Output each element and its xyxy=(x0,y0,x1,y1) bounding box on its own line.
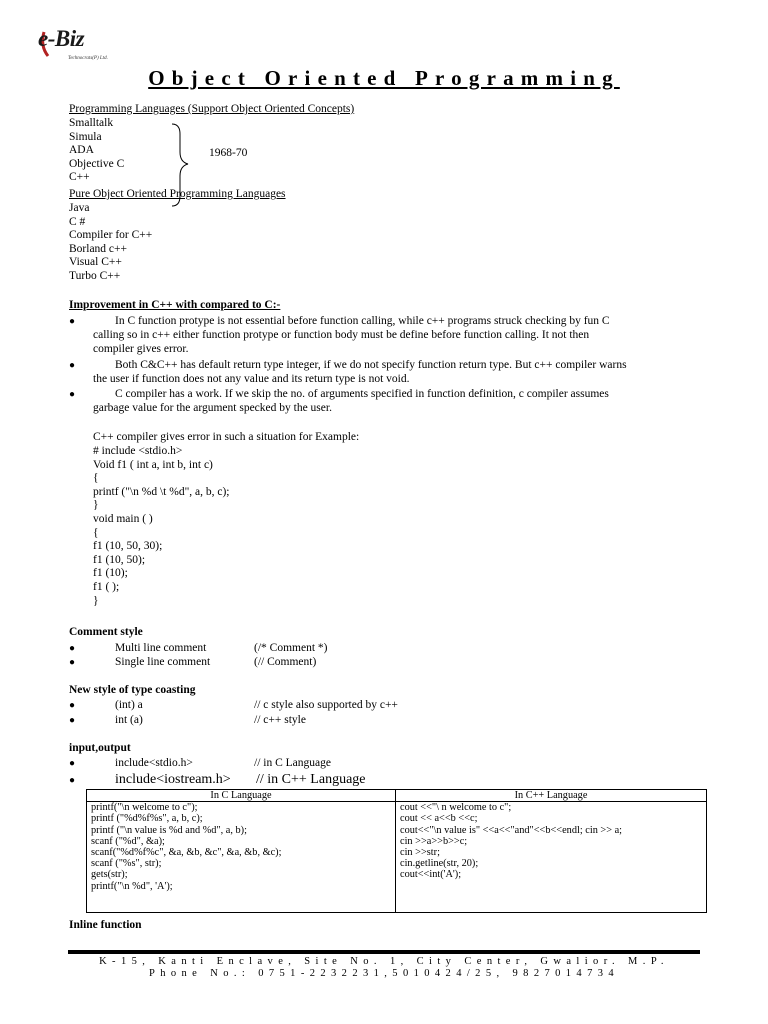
code-line: { xyxy=(93,526,99,539)
list-item: C # xyxy=(69,215,86,228)
list-item: Java xyxy=(69,202,90,214)
logo-subtext: Technocrats(P) Ltd. xyxy=(68,56,108,61)
code-line: # include <stdio.h> xyxy=(93,445,183,457)
code-line: void main ( ) xyxy=(93,512,153,525)
comment-syntax: (// Comment) xyxy=(254,656,317,668)
code-line: cout <<"\ n welcome to c"; xyxy=(400,802,512,814)
list-item: Visual C++ xyxy=(69,256,122,269)
code-line: scanf("%d%f%c", &a, &b, &c", &a, &b, &c); xyxy=(91,847,282,859)
bullet-icon: ● xyxy=(69,360,76,371)
bullet-icon: ● xyxy=(69,775,76,786)
comment-name: Multi line comment xyxy=(115,642,207,654)
code-line: scanf ("%s", str); xyxy=(91,858,162,870)
pure-languages-list xyxy=(69,202,152,284)
code-line: cout<<int('A'); xyxy=(400,869,462,881)
footer-address: K-15, Kanti Enclave, Site No. 1, City Center, Gwalior. M.P. xyxy=(99,956,669,967)
page-title: Object Oriented Programming xyxy=(148,66,620,90)
code-line: printf ("\n %d \t %d", a, b, c); xyxy=(93,485,230,498)
table-header-row xyxy=(87,790,707,802)
improvement-2-line-1: Both C&C++ has default return type integer, if we do not specify function return type. But c++ compiler warns xyxy=(115,359,627,371)
improvement-1-line-2: calling so in c++ either function protype or function body must be define before function calling. It not then xyxy=(93,329,590,341)
pure-languages-heading: Pure Object Oriented Programming Languages xyxy=(69,188,286,200)
table-row xyxy=(87,802,707,913)
comment-style-heading: Comment style xyxy=(69,626,143,638)
improvement-3-line-1: C compiler has a work. If we skip the no. of arguments specified in function definition, c compiler assumes xyxy=(115,388,609,400)
code-line: printf("\n %d", 'A'); xyxy=(91,880,173,892)
code-line: } xyxy=(93,594,99,607)
code-line: f1 ( ); xyxy=(93,580,120,593)
bullet-icon: ● xyxy=(69,643,76,654)
code-line: { xyxy=(93,472,99,485)
list-item: Turbo C++ xyxy=(69,269,121,282)
logo-text: e-Biz xyxy=(38,26,85,51)
improvement-heading: Improvement in C++ with compared to C:- xyxy=(69,299,281,311)
improvement-1-line-1: In C function protype is not essential before function calling, while c++ programs struck checking by fun C xyxy=(115,315,610,327)
bullet-icon: ● xyxy=(69,700,76,711)
code-line: f1 (10, 50); xyxy=(93,553,146,566)
code-line: f1 (10); xyxy=(93,567,128,580)
list-item: C++ xyxy=(69,171,90,184)
example-code-block xyxy=(93,445,230,608)
improvement-1-line-3: compiler gives error. xyxy=(93,343,189,355)
company-logo xyxy=(38,26,118,70)
code-line: Void f1 ( int a, int b, int c) xyxy=(93,458,213,471)
c-code-cell xyxy=(87,802,396,913)
improvement-2-line-2: the user if function does not any value and its return type is not void. xyxy=(93,373,410,385)
code-line: cin >>a>>b>>c; xyxy=(400,835,468,847)
io-comparison-table xyxy=(86,789,707,913)
code-line: cout<<"\n value is" <<a<<"and"<<b<<endl; cin >> a; xyxy=(400,824,623,836)
improvement-3-line-2: garbage value for the argument specked by the user. xyxy=(93,402,332,414)
cpp-code-cell xyxy=(396,802,707,913)
io-heading: input,output xyxy=(69,742,131,754)
io-note: // in C Language xyxy=(254,757,331,769)
table-header-cpp: In C++ Language xyxy=(396,790,707,802)
typecast-note: // c++ style xyxy=(254,714,306,726)
io-code: include<iostream.h> xyxy=(115,772,231,787)
bullet-icon: ● xyxy=(69,389,76,400)
typecast-code: (int) a xyxy=(115,699,143,711)
year-range: 1968-70 xyxy=(209,147,248,159)
bullet-icon: ● xyxy=(69,715,76,726)
list-item: Borland c++ xyxy=(69,242,127,255)
io-code: include<stdio.h> xyxy=(115,757,193,769)
code-line: printf("\n welcome to c"); xyxy=(91,802,198,814)
bullet-icon: ● xyxy=(69,758,76,769)
footer-divider xyxy=(68,950,700,954)
code-line: printf ("%d%f%s", a, b, c); xyxy=(91,813,203,825)
typecast-heading: New style of type coasting xyxy=(69,684,196,696)
code-line: } xyxy=(93,499,99,512)
list-item: Smalltalk xyxy=(69,117,114,129)
comment-name: Single line comment xyxy=(115,656,211,668)
code-line: gets(str); xyxy=(91,869,128,881)
io-note: // in C++ Language xyxy=(256,772,366,787)
languages-list xyxy=(69,117,124,185)
code-line: cin.getline(str, 20); xyxy=(400,858,479,870)
list-item: ADA xyxy=(69,144,94,157)
table-header-c: In C Language xyxy=(87,790,396,802)
list-item: Simula xyxy=(69,130,102,143)
code-line: cin >>str; xyxy=(400,847,440,859)
example-intro: C++ compiler gives error in such a situation for Example: xyxy=(93,431,360,443)
languages-heading: Programming Languages (Support Object Oriented Concepts) xyxy=(69,103,355,115)
bullet-icon: ● xyxy=(69,657,76,668)
code-line: f1 (10, 50, 30); xyxy=(93,540,163,553)
list-item: Compiler for C++ xyxy=(69,229,153,242)
typecast-code: int (a) xyxy=(115,714,143,726)
code-line: printf ("\n value is %d and %d", a, b); xyxy=(91,824,247,836)
code-line: cout << a<<b <<c; xyxy=(400,813,478,825)
comment-syntax: (/* Comment *) xyxy=(254,642,328,654)
typecast-note: // c style also supported by c++ xyxy=(254,699,398,711)
footer-phone: Phone No.: 0751-2232231,5010424/25, 9827014734 xyxy=(148,968,620,979)
code-line: scanf ("%d", &a); xyxy=(91,835,165,847)
list-item: Objective C xyxy=(69,157,125,170)
inline-function-heading: Inline function xyxy=(69,919,142,931)
bullet-icon: ● xyxy=(69,316,76,327)
